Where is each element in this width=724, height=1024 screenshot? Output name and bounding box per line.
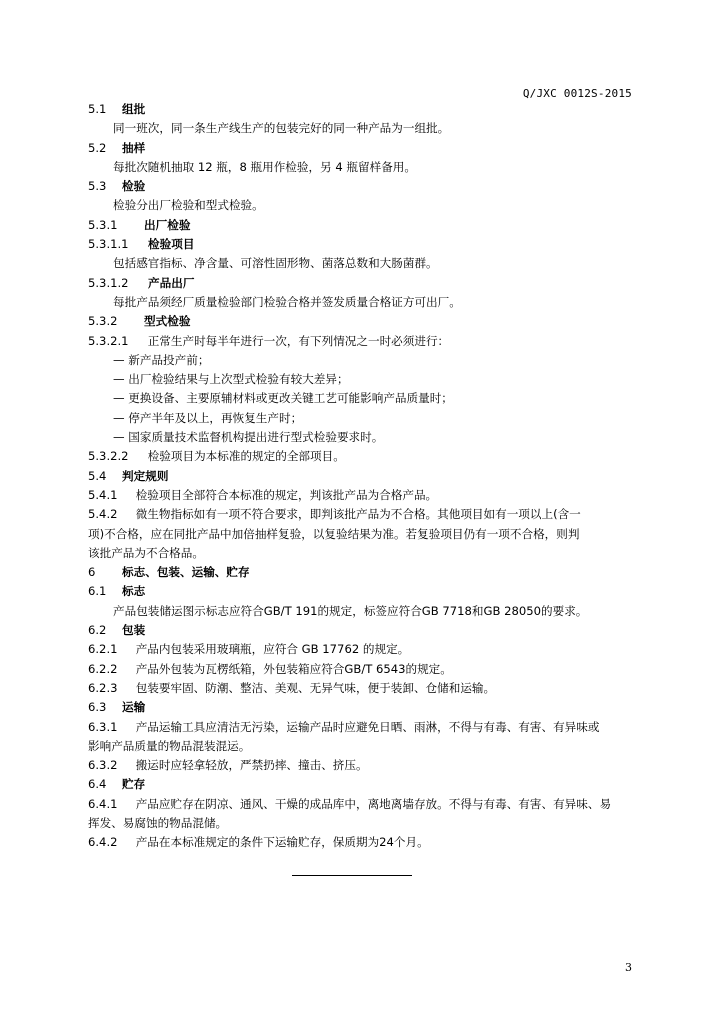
document-code: Q/JXC 0012S-2015 (522, 87, 632, 100)
clause-text: 微生物指标如有一项不符合要求，即判该批产品为不合格。其他项目如有一项以上(含一 (135, 507, 581, 522)
section-heading-5-3-1-2 (88, 274, 636, 293)
section-number: 6 (88, 565, 96, 580)
section-title: 型式检验 (144, 314, 191, 329)
paragraph: 检验分出厂检验和型式检验。 (113, 198, 264, 213)
clause-text-continued: 项)不合格，应在同批产品中加倍抽样复验，以复验结果为准。若复验项目仍有一项不合格，则判 (88, 526, 580, 541)
section-heading-5-2 (88, 139, 636, 158)
section-title: 检验 (122, 179, 146, 194)
section-number: 6.1 (88, 584, 107, 599)
section-title: 组批 (122, 102, 146, 116)
clause-6-2-3 (88, 679, 636, 698)
section-number: 5.3.1 (88, 217, 118, 232)
clause-text-continued: 影响产品质量的物品混装混运。 (88, 738, 251, 753)
end-divider (292, 875, 412, 876)
clause-number: 5.4.2 (88, 507, 118, 522)
section-number: 5.4 (88, 468, 107, 483)
section-number: 6.4 (88, 777, 107, 792)
section-heading-5-3-2 (88, 312, 636, 331)
clause-text-continued: 挥发、易腐蚀的物品混储。 (88, 815, 228, 830)
clause-text: 正常生产时每半年进行一次，有下列情况之一时必须进行： (147, 333, 450, 348)
section-heading-6-1 (88, 582, 636, 601)
clause-number: 5.3.2.1 (88, 333, 129, 348)
clause-number: 5.3.2.2 (88, 449, 129, 464)
section-number: 5.3.1.1 (88, 237, 129, 252)
section-title: 出厂检验 (144, 217, 191, 232)
clause-text: 产品外包装为瓦楞纸箱，外包装箱应符合GB/T 6543的规定。 (135, 661, 452, 676)
paragraph: 同一班次，同一条生产线生产的包装完好的同一种产品为一组批。 (113, 121, 450, 136)
section-title: 运输 (122, 700, 146, 715)
section-number: 5.3 (88, 179, 107, 194)
clause-6-4-2 (88, 833, 636, 852)
clause-text: 检验项目为本标准的规定的全部项目。 (147, 449, 345, 464)
paragraph: 包括感官指标、净含量、可溶性固形物、菌落总数和大肠菌群。 (113, 256, 438, 271)
section-number: 5.3.2 (88, 314, 118, 329)
section-title: 标志 (122, 584, 146, 599)
paragraph: 每批次随机抽取 12 瓶，8 瓶用作检验，另 4 瓶留样备用。 (113, 159, 416, 174)
clause-number: 6.3.1 (88, 719, 118, 734)
section-heading-5-3-1 (88, 216, 636, 235)
document-body (88, 100, 636, 853)
clause-5-3-2-1 (88, 332, 636, 351)
clause-number: 6.3.2 (88, 758, 118, 773)
clause-text: 检验项目全部符合本标准的规定，判该批产品为合格产品。 (135, 487, 438, 502)
section-heading-5-1 (88, 100, 636, 119)
clause-text: 搬运时应轻拿轻放，严禁扔摔、撞击、挤压。 (135, 758, 368, 773)
list-item: — 停产半年及以上，再恢复生产时； (113, 410, 303, 425)
clause-number: 6.2.2 (88, 661, 118, 676)
clause-number: 6.2.1 (88, 642, 118, 657)
clause-number: 5.4.1 (88, 487, 118, 502)
section-title: 检验项目 (148, 237, 195, 252)
section-heading-6 (88, 563, 636, 582)
clause-text: 产品应贮存在阴凉、通风、干燥的成品库中，离地离墙存放。不得与有毒、有害、有异味、易 (135, 796, 612, 811)
clause-number: 6.4.2 (88, 835, 118, 850)
list-item: — 新产品投产前； (113, 352, 210, 367)
clause-5-4-2 (88, 505, 636, 524)
clause-text: 产品内包装采用玻璃瓶，应符合 GB 17762 的规定。 (135, 642, 410, 657)
clause-number: 6.4.1 (88, 796, 118, 811)
clause-text: 产品运输工具应清洁无污染，运输产品时应避免日晒、雨淋，不得与有毒、有害、有异味或 (135, 719, 600, 734)
section-number: 6.2 (88, 623, 107, 638)
section-heading-6-2 (88, 621, 636, 640)
section-heading-5-3 (88, 177, 636, 196)
section-number: 5.1 (88, 102, 107, 116)
section-heading-5-3-1-1 (88, 235, 636, 254)
page-number: 3 (625, 961, 632, 974)
clause-6-3-1 (88, 718, 636, 737)
clause-6-4-1 (88, 795, 636, 814)
section-title: 贮存 (122, 777, 146, 792)
clause-text-continued: 该批产品为不合格品。 (88, 545, 204, 560)
clause-6-2-1 (88, 640, 636, 659)
clause-6-3-2 (88, 756, 636, 775)
section-number: 5.2 (88, 140, 107, 155)
clause-5-3-2-2 (88, 447, 636, 466)
paragraph: 每批产品须经厂质量检验部门检验合格并签发质量合格证方可出厂。 (113, 294, 461, 309)
section-title: 抽样 (122, 140, 146, 155)
section-heading-5-4 (88, 467, 636, 486)
clause-number: 6.2.3 (88, 680, 118, 695)
section-heading-6-4 (88, 775, 636, 794)
list-item: — 更换设备、主要原辅材料或更改关键工艺可能影响产品质量时； (113, 391, 453, 406)
section-number: 6.3 (88, 700, 107, 715)
clause-6-2-2 (88, 660, 636, 679)
section-title: 判定规则 (122, 468, 169, 483)
clause-5-4-1 (88, 486, 636, 505)
clause-text: 包装要牢固、防潮、整洁、美观、无异气味，便于装卸、仓储和运输。 (135, 680, 496, 695)
paragraph: 产品包装储运图示标志应符合GB/T 191的规定，标签应符合GB 7718和GB 28050的要求。 (113, 603, 588, 618)
section-number: 5.3.1.2 (88, 275, 129, 290)
list-item: — 国家质量技术监督机构提出进行型式检验要求时。 (113, 430, 384, 445)
section-title: 标志、包装、运输、贮存 (122, 565, 250, 580)
section-title: 产品出厂 (148, 275, 195, 290)
list-item: — 出厂检验结果与上次型式检验有较大差异； (113, 372, 349, 387)
clause-text: 产品在本标准规定的条件下运输贮存，保质期为24个月。 (135, 835, 429, 850)
section-heading-6-3 (88, 698, 636, 717)
section-title: 包装 (122, 623, 146, 638)
